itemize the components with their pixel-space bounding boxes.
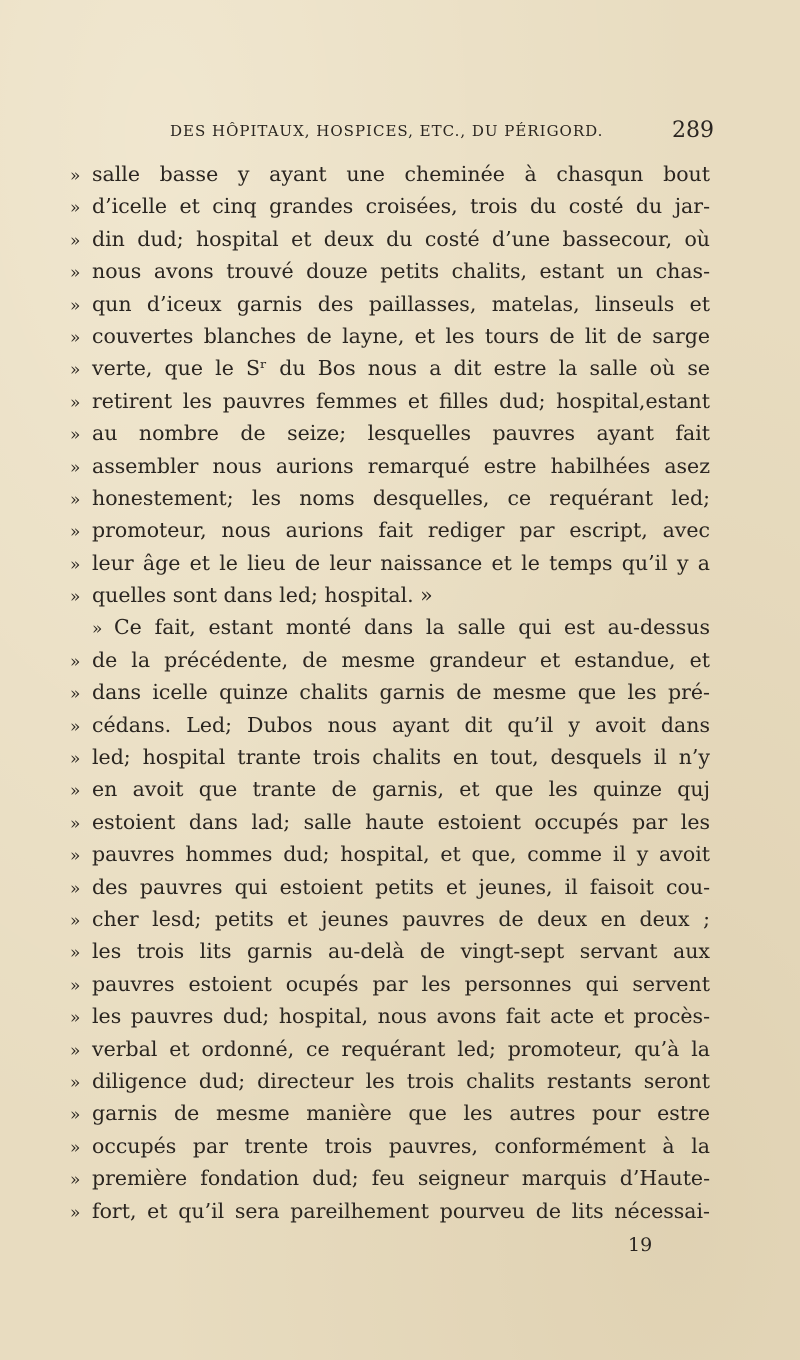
page-number: 289 [672, 118, 714, 143]
quote-mark: » [70, 522, 81, 543]
quote-mark: » [70, 716, 81, 737]
text-line [70, 255, 710, 287]
line-text: occupés par trente trois pauvres, conformément à la [92, 1133, 710, 1158]
text-line [70, 514, 710, 546]
text-line [70, 709, 710, 741]
quote-mark: » [70, 489, 81, 510]
text-line [70, 773, 710, 805]
text-line [70, 320, 710, 352]
quote-mark: » [70, 1072, 81, 1093]
line-text: honestement; les noms desquelles, ce requérant led; [92, 485, 710, 510]
text-line [70, 158, 710, 190]
quote-mark: » [92, 619, 103, 640]
quote-mark: » [70, 166, 81, 186]
text-line [70, 1065, 710, 1097]
text-line [70, 903, 710, 935]
text-line [70, 352, 710, 384]
text-line [70, 223, 710, 255]
quote-mark: » [70, 263, 81, 284]
text-line [70, 1097, 710, 1129]
text-line [70, 741, 710, 773]
quote-mark: » [70, 425, 81, 446]
line-text: garnis de mesme manière que les autres pour estre [92, 1101, 710, 1126]
line-text: pauvres estoient ocupés par les personnes qui servent [92, 971, 710, 996]
text-line [70, 935, 710, 967]
quote-mark: » [70, 1202, 81, 1223]
text-line [70, 644, 710, 676]
body-text [70, 158, 710, 1227]
text-line [70, 1195, 710, 1227]
text-line [70, 385, 710, 417]
line-text: led; hospital trante trois chalits en tout, desquels il n’y [92, 745, 710, 770]
text-line [70, 417, 710, 449]
line-text: salle basse y ayant une cheminée à chasqun bout [92, 162, 710, 186]
line-text: din dud; hospital et deux du costé d’une bassecour, où [92, 226, 710, 251]
text-line [70, 482, 710, 514]
text-line [70, 579, 710, 611]
line-text: verbal et ordonné, ce requérant led; promoteur, qu’à la [92, 1036, 710, 1061]
line-text: Ce fait, estant monté dans la salle qui est au-dessus [114, 615, 710, 640]
line-text: leur âge et le lieu de leur naissance et le temps qu’il y a [92, 550, 710, 575]
line-text: les trois lits garnis au-delà de vingt-sept servant aux [92, 939, 710, 964]
line-text: première fondation dud; feu seigneur marquis d’Haute- [92, 1166, 710, 1191]
line-text: d’icelle et cinq grandes croisées, trois du costé du jar- [92, 194, 710, 219]
line-text: estoient dans lad; salle haute estoient occupés par les [92, 809, 710, 834]
line-text: diligence dud; directeur les trois chalits restants seront [92, 1068, 710, 1093]
quote-mark: » [70, 1008, 81, 1029]
line-text: verte, que le Sʳ du Bos nous a dit estre la salle où se [92, 356, 710, 381]
signature-mark: 19 [628, 1234, 653, 1256]
quote-mark: » [70, 846, 81, 867]
quote-mark: » [70, 1137, 81, 1158]
running-title: DES HÔPITAUX, HOSPICES, ETC., DU PÉRIGORD. [170, 122, 604, 140]
quote-mark: » [70, 975, 81, 996]
quote-mark: » [70, 651, 81, 672]
quote-mark: » [70, 230, 81, 251]
text-line [70, 1162, 710, 1194]
line-text: quelles sont dans led; hospital. » [92, 583, 433, 608]
line-text: cédans. Led; Dubos nous ayant dit qu’il y avoit dans [92, 712, 710, 737]
text-line [70, 547, 710, 579]
quote-mark: » [70, 587, 81, 608]
line-text: au nombre de seize; lesquelles pauvres ayant fait [92, 421, 710, 446]
quote-mark: » [70, 749, 81, 770]
line-text: en avoit que trante de garnis, et que les quinze quj [92, 777, 710, 802]
quote-mark: » [70, 1170, 81, 1191]
line-text: retirent les pauvres femmes et filles dud; hospital,estant [92, 388, 710, 413]
quote-mark: » [70, 1105, 81, 1126]
text-line [70, 806, 710, 838]
quote-mark: » [70, 327, 81, 348]
line-text: nous avons trouvé douze petits chalits, estant un chas- [92, 259, 710, 284]
line-text: promoteur, nous aurions fait rediger par escript, avec [92, 518, 710, 543]
line-text: assembler nous aurions remarqué estre habilhées asez [92, 453, 710, 478]
text-line [70, 838, 710, 870]
quote-mark: » [70, 554, 81, 575]
quote-mark: » [70, 392, 81, 413]
line-text: pauvres hommes dud; hospital, et que, comme il y avoit [92, 842, 710, 867]
line-text: qun d’iceux garnis des paillasses, matelas, linseuls et [92, 291, 710, 316]
quote-mark: » [70, 943, 81, 964]
quote-mark: » [70, 198, 81, 219]
quote-mark: » [70, 910, 81, 931]
line-text: les pauvres dud; hospital, nous avons fait acte et procès- [92, 1004, 710, 1029]
text-line [70, 450, 710, 482]
text-line [70, 190, 710, 222]
text-line [70, 676, 710, 708]
text-line [70, 288, 710, 320]
line-text: de la précédente, de mesme grandeur et estandue, et [92, 647, 710, 672]
text-line [70, 1130, 710, 1162]
line-text: couvertes blanches de layne, et les tours de lit de sarge [92, 323, 710, 348]
line-text: fort, et qu’il sera pareilhement pourveu de lits nécessai- [92, 1198, 710, 1223]
quote-mark: » [70, 781, 81, 802]
text-line [70, 1000, 710, 1032]
line-text: cher lesd; petits et jeunes pauvres de deux en deux ; [92, 906, 710, 931]
quote-mark: » [70, 684, 81, 705]
running-head [158, 118, 714, 148]
text-line [70, 871, 710, 903]
quote-mark: » [70, 813, 81, 834]
quote-mark: » [70, 457, 81, 478]
text-line [70, 968, 710, 1000]
quote-mark: » [70, 878, 81, 899]
line-text: des pauvres qui estoient petits et jeunes, il faisoit cou- [92, 874, 710, 899]
text-line [70, 1033, 710, 1065]
quote-mark: » [70, 1040, 81, 1061]
line-text: dans icelle quinze chalits garnis de mesme que les pré- [92, 680, 710, 705]
quote-mark: » [70, 295, 81, 316]
quote-mark: » [70, 360, 81, 381]
text-line [70, 611, 710, 643]
